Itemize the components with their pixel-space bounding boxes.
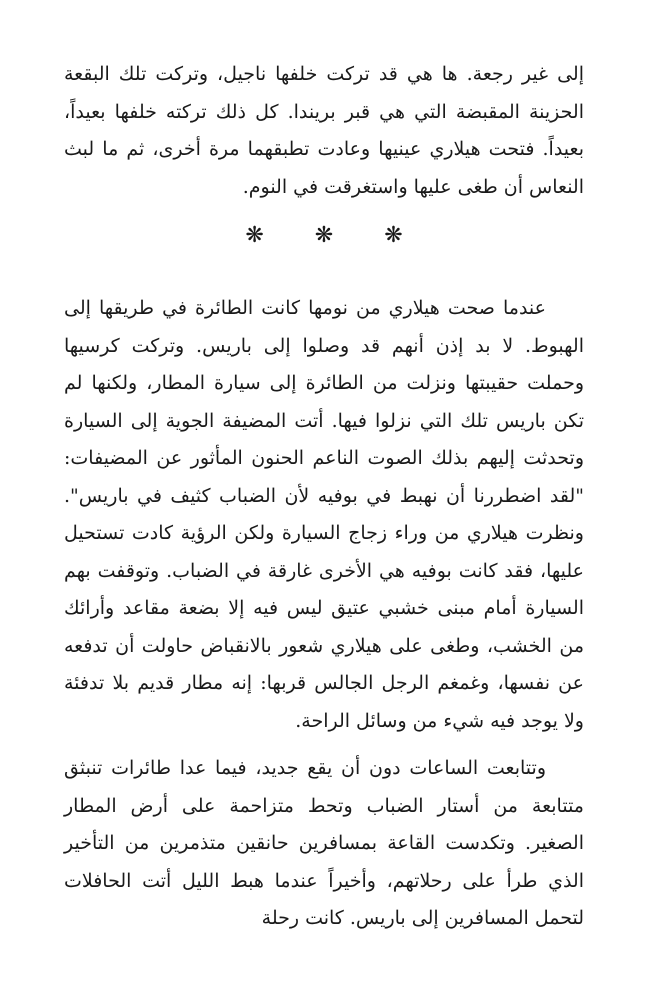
paragraph-waiting: وتتابعت الساعات دون أن يقع جديد، فيما عدا طائرات تنبثق متتابعة من أستار الضباب وتحط متزاحمة على أرض المطار الصغير. وتكدست القاعة بمسافرين حانقين متذمرين من التأخير الذي طرأ على رحلاتهم، وأخيراً عندما هبط الليل أتت الحافلات لتحمل المسافرين إلى باريس. كانت رحلة [64, 757, 584, 929]
paragraph-continuation: إلى غير رجعة. ها هي قد تركت خلفها ناجيل، وتركت تلك البقعة الحزينة المقبضة التي هي قبر بريندا. كل ذلك تركته خلفها بعيداً، بعيداً. فتحت هيلاري عينيها وعادت تطبقهما مرة أخرى، ثم ما لبث النعاس أن طغى عليها واستغرقت في النوم. [64, 63, 584, 198]
paragraph-landing: عندما صحت هيلاري من نومها كانت الطائرة في طريقها إلى الهبوط. لا بد إذن أنهم قد وصلوا إلى باريس. وتركت كرسيها وحملت حقيبتها ونزلت من الطائرة إلى سيارة المطار، ولكنها لم تكن باريس تلك التي نزلوا فيها. أتت المضيفة الجوية إلى السيارة وتحدثت إليهم بذلك الصوت الناعم الحنون المأثور عن المضيفات: "لقد اضطررنا أن نهبط في بوفيه لأن الضباب كثيف في باريس". ونظرت هيلاري من وراء زجاج السيارة ولكن الرؤية كادت تستحيل عليها، فقد كانت بوفيه هي الأخرى غارقة في الضباب. وتوقفت بهم السيارة أمام مبنى خشبي عتيق ليس فيه إلا بضعة مقاعد وأرائك من الخشب، وطغى على هيلاري شعور بالانقباض حاولت أن تدفعه عن نفسها، وغمغم الرجل الجالس قربها: إنه مطار قديم بلا تدفئة ولا يوجد فيه شيء من وسائل الراحة. [64, 297, 584, 732]
spacer [64, 270, 584, 290]
spacer [64, 740, 584, 750]
section-separator: ❋ ❋ ❋ [245, 223, 425, 248]
book-page [64, 56, 584, 938]
